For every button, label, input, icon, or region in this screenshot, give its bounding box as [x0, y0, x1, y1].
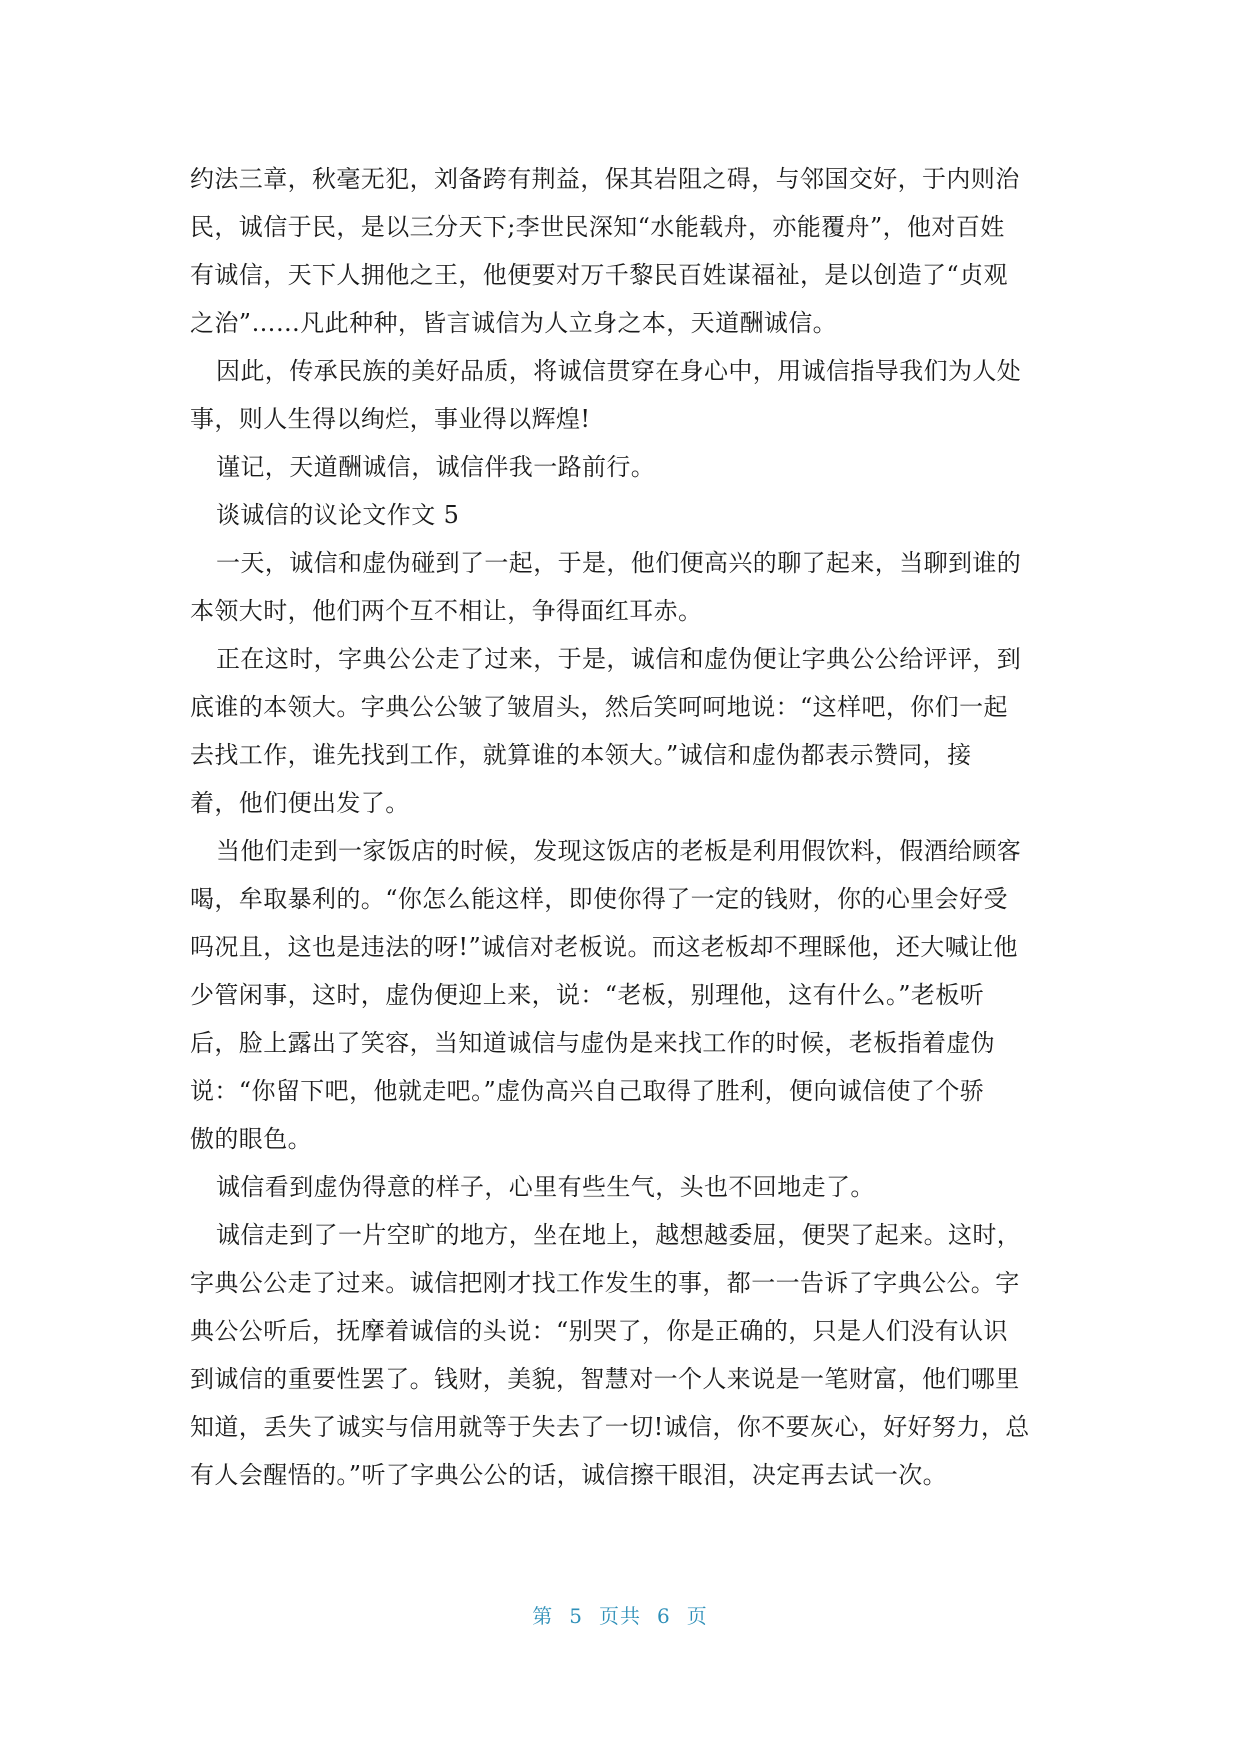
page-footer — [0, 1600, 1240, 1629]
footer-current-page: 5 — [569, 1604, 583, 1628]
text-line: 到诚信的重要性罢了。钱财，美貌，智慧对一个人来说是一笔财富，他们哪里 — [190, 1365, 1020, 1393]
text-line: 本领大时，他们两个互不相让，争得面红耳赤。 — [190, 597, 703, 625]
footer-total-pages: 6 — [657, 1604, 671, 1628]
text-line: 有诚信，天下人拥他之王，他便要对万千黎民百姓谋福祉，是以创造了“贞观 — [190, 261, 1008, 289]
paragraph-start: 当他们走到一家饭店的时候，发现这饭店的老板是利用假饮料，假酒给顾客 — [216, 837, 1022, 865]
text-line: 之治”……凡此种种，皆言诚信为人立身之本，天道酬诚信。 — [190, 309, 838, 337]
text-line: 字典公公走了过来。诚信把刚才找工作发生的事，都一一告诉了字典公公。字 — [190, 1269, 1020, 1297]
text-line: 喝，牟取暴利的。“你怎么能这样，即使你得了一定的钱财，你的心里会好受 — [190, 885, 1008, 913]
text-line: 事，则人生得以绚烂，事业得以辉煌! — [190, 405, 591, 433]
text-line: 有人会醒悟的。”听了字典公公的话，诚信擦干眼泪，决定再去试一次。 — [190, 1461, 948, 1489]
footer-prefix: 第 — [532, 1604, 554, 1628]
section-heading: 谈诚信的议论文作文 5 — [216, 501, 460, 529]
text-line: 着，他们便出发了。 — [190, 789, 410, 817]
text-line: 民，诚信于民，是以三分天下;李世民深知“水能载舟，亦能覆舟”，他对百姓 — [190, 213, 1005, 241]
paragraph-start: 一天，诚信和虚伪碰到了一起，于是，他们便高兴的聊了起来，当聊到谁的 — [216, 549, 1022, 577]
text-line: 说：“你留下吧，他就走吧。”虚伪高兴自己取得了胜利，便向诚信使了个骄 — [190, 1077, 985, 1105]
paragraph-start: 正在这时，字典公公走了过来，于是，诚信和虚伪便让字典公公给评评，到 — [216, 645, 1022, 673]
text-line: 知道，丢失了诚实与信用就等于失去了一切!诚信，你不要灰心，好好努力，总 — [190, 1413, 1030, 1441]
text-line: 去找工作，谁先找到工作，就算谁的本领大。”诚信和虚伪都表示赞同，接 — [190, 741, 972, 769]
document-body — [190, 155, 1060, 1499]
text-line: 典公公听后，抚摩着诚信的头说：“别哭了，你是正确的，只是人们没有认识 — [190, 1317, 1008, 1345]
text-line: 少管闲事，这时，虚伪便迎上来，说：“老板，别理他，这有什么。”老板听 — [190, 981, 985, 1009]
paragraph-start: 诚信看到虚伪得意的样子，心里有些生气，头也不回地走了。 — [216, 1173, 875, 1201]
text-line: 约法三章，秋毫无犯，刘备跨有荆益，保其岩阻之碍，与邻国交好，于内则治 — [190, 165, 1020, 193]
paragraph-start: 因此，传承民族的美好品质，将诚信贯穿在身心中，用诚信指导我们为人处 — [216, 357, 1022, 385]
text-line: 底谁的本领大。字典公公皱了皱眉头，然后笑呵呵地说：“这样吧，你们一起 — [190, 693, 1008, 721]
paragraph-start: 诚信走到了一片空旷的地方，坐在地上，越想越委屈，便哭了起来。这时， — [216, 1221, 1022, 1249]
text-line: 后，脸上露出了笑容，当知道诚信与虚伪是来找工作的时候，老板指着虚伪 — [190, 1029, 996, 1057]
text-line: 傲的眼色。 — [190, 1125, 312, 1153]
paragraph-start: 谨记，天道酬诚信，诚信伴我一路前行。 — [216, 453, 656, 481]
footer-suffix: 页 — [686, 1604, 708, 1628]
footer-middle: 页共 — [599, 1604, 641, 1628]
text-line: 吗况且，这也是违法的呀!”诚信对老板说。而这老板却不理睬他，还大喊让他 — [190, 933, 1018, 961]
